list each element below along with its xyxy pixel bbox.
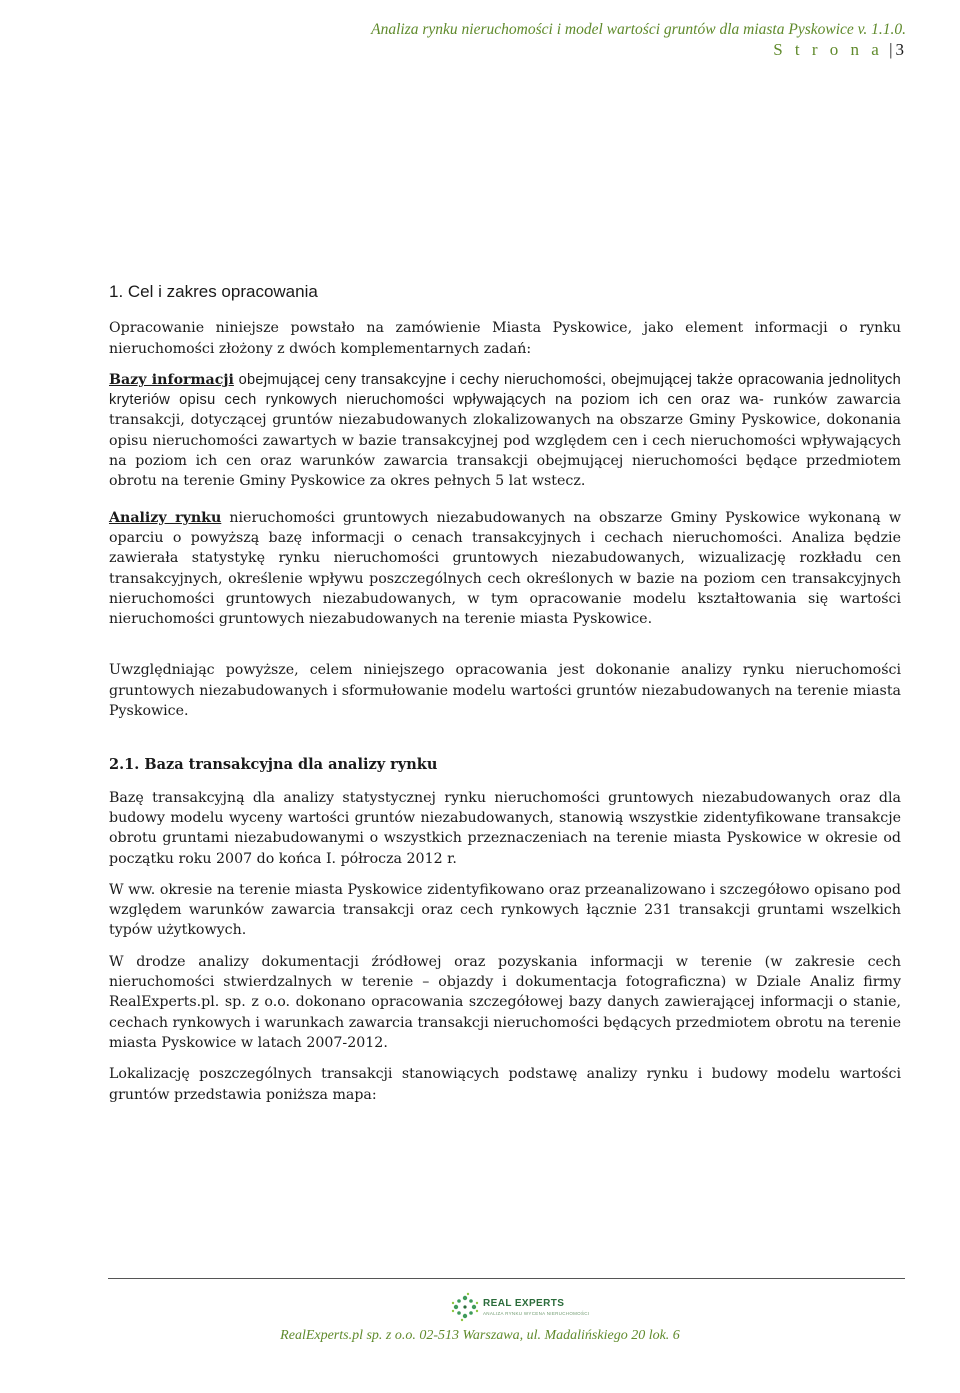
logo-name: REAL EXPERTS: [483, 1298, 565, 1309]
page-word: S t r o n a: [773, 40, 883, 59]
item-text-rest: runków zawarcia transakcji, dotyczącej gruntów niezabudowanych zlokalizowanych na obszarze Gminy Pyskowice, dokonania opisu nieruchomości zawartych w bazie transakcyjnej pod względem cen i cech nieruchomości wpływających na poziom ich cen oraz warunków zawarcia transakcji obejmującej nieruchomości będące przedmiotem obrotu na terenie Gminy Pyskowice za okres pełnych 5 lat wstecz.: [109, 392, 902, 490]
list-item-database: [109, 370, 901, 492]
page-separator: |: [889, 40, 893, 59]
page-number-value: 3: [895, 40, 904, 59]
list-item-analysis: [109, 508, 901, 630]
item-lead-analizy: Analizy rynku: [109, 509, 222, 526]
item-text-sans: obejmującej ceny transakcyjne i cechy nieruchomości, obejmującej także opracowania jednolitych kryteriów opisu cech rynkowych nieruchomości wpływających na poziom ich cen oraz wa-: [109, 371, 901, 409]
paragraph: W ww. okresie na terenie miasta Pyskowice zidentyfikowano oraz przeanalizowano i szczegółowo opisano pod względem warunków zawarcia transakcji oraz cech rynkowych łącznie 231 transakcji gruntami wszelkich typów użytkowych.: [109, 881, 901, 939]
item-lead-bazy: Bazy informacji: [109, 371, 234, 388]
header-title: Analiza rynku nieruchomości i model wartości gruntów dla miasta Pyskowice v. 1.1.0.: [371, 21, 906, 38]
footer-divider: [108, 1278, 905, 1279]
logo-tagline: ANALIZA RYNKU WYCENA NIERUCHOMOŚCI: [483, 1311, 590, 1316]
goal-paragraph: Uwzględniając powyższe, celem niniejszego opracowania jest dokonanie analizy rynku nieruchomości gruntowych niezabudowanych i sformułowanie modelu wartości gruntów niezabudowanych na terenie miasta Pyskowice.: [109, 662, 901, 720]
subsection-heading: 2.1. Baza transakcyjna dla analizy rynku: [109, 756, 438, 774]
section-heading: 1. Cel i zakres opracowania: [109, 282, 318, 301]
intro-paragraph: Opracowanie niniejsze powstało na zamówienie Miasta Pyskowice, jako element informacji o rynku nieruchomości złożony z dwóch komplementarnych zadań:: [109, 320, 901, 357]
page-number: [773, 40, 904, 60]
item-text: nieruchomości gruntowych niezabudowanych na obszarze Gminy Pyskowice wykonaną w oparciu o powyższą bazę informacji o cenach transakcyjnych i cechach nieruchomości. Analiza będzie zawierała statystykę rynku nieruchomości gruntowych niezabudowanych, wizualizację rozkładu cen transakcyjnych, określenie wpływu poszczególnych cech określonych w bazie na poziom cen transakcyjnych nieruchomości gruntowych niezabudowanych, w tym opracowanie modelu kształtowania się wartości nieruchomości gruntowych niezabudowanych na terenie miasta Pyskowice.: [109, 509, 901, 628]
main-content: [109, 282, 901, 1105]
footer-address: RealExperts.pl sp. z o.o. 02-513 Warszawa, ul. Madalińskiego 20 lok. 6: [280, 1328, 680, 1343]
paragraph: Lokalizację poszczególnych transakcji stanowiących podstawę analizy rynku i budowy modelu wartości gruntów przedstawia poniższa mapa:: [109, 1066, 901, 1103]
paragraph: Bazę transakcyjną dla analizy statystycznej rynku nieruchomości gruntowych niezabudowanych oraz dla budowy modelu wyceny wartości gruntów niezabudowanych, stanowią wszystkie zidentyfikowane transakcje obrotu gruntami niezabudowanymi o wszystkich przeznaczeniach na terenie miasta Pyskowice w okresie od początku roku 2007 do końca I. półrocza 2012 r.: [109, 789, 901, 867]
paragraph: W drodze analizy dokumentacji źródłowej oraz pozyskania informacji w terenie (w zakresie cech nieruchomości stwierdzalnych w terenie – objazdy i dokumentacja fotograficzna) w Dziale Analiz firmy RealExperts.pl. sp. z o.o. dokonano opracowania szczegółowej bazy danych zawierającej informacji o stanie, cechach rynkowych i warunkach zawarcia transakcji nieruchomości będących przedmiotem obrotu na terenie miasta Pyskowice w latach 2007-2012.: [109, 953, 901, 1051]
